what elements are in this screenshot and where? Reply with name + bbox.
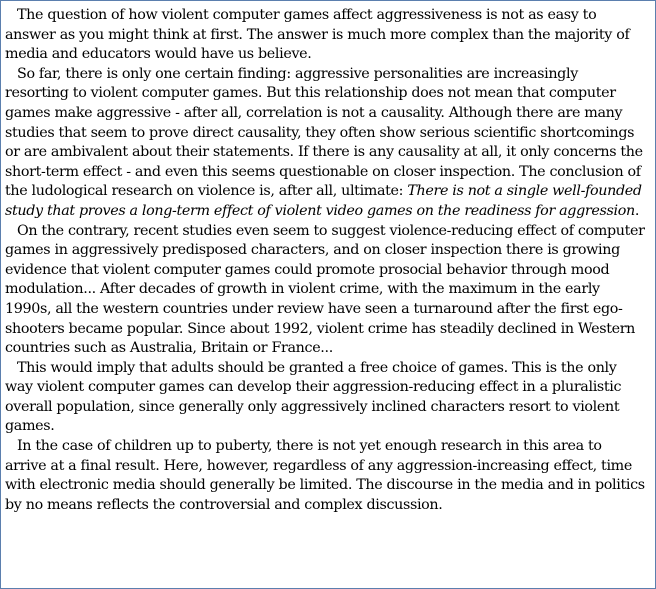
paragraph-4-text: This would imply that adults should be granted a free choice of games. This is the only way violent computer games can develop their aggression-reducing effect in a pluralistic overall population, since generally only aggressively inclined characters resort to violent games. <box>5 359 622 435</box>
paragraph-5-text: In the case of children up to puberty, there is not yet enough research in this area to arrive at a final result. Here, however, regardless of any aggression-increasing effect, time with electronic media should generally be limited. The discourse in the media and in politics by no means reflects the controversial and complex discussion. <box>5 438 645 513</box>
paragraph-3 <box>5 222 645 359</box>
paragraph-1 <box>5 6 645 65</box>
paragraph-2-italic-conclusion: There is not a single well-founded study that proves a long-term effect of violent video games on the readiness for aggression <box>5 183 642 219</box>
paragraph-2-text: So far, there is only one certain finding: aggressive personalities are increasingly resorting to violent computer games. But this relationship does not mean that computer games make aggressive - after all, correlation is not a causality. Although there are many studies that seem to prove direct causality, they often show serious scientific shortcomings or are ambivalent about their statements. If there is any causality at all, it only concerns the short-term effect - and even this seems questionable on closer inspection. The conclusion of the ludological research on violence is, after all, ultimate: <box>5 65 643 200</box>
paragraph-3-text: On the contrary, recent studies even seem to suggest violence-reducing effect of computer games in aggressively predisposed characters, and on closer inspection there is growing evidence that violent computer games could promote prosocial behavior through mood modulation... After decades of growth in violent crime, with the maximum in the early 1990s, all the western countries under review have seen a turnaround after the first ego- shooters became popular. Since about 1992, violent crime has steadily declined in Western countries such as Australia, Britain or France... <box>5 222 645 357</box>
paragraph-2-tail: . <box>634 202 640 219</box>
paragraph-5 <box>5 437 645 515</box>
article-text <box>5 6 645 515</box>
paragraph-2 <box>5 65 645 222</box>
paragraph-4 <box>5 359 645 437</box>
paragraph-1-text: The question of how violent computer games affect aggressiveness is not as easy to answer as you might think at first. The answer is much more complex than the majority of media and educators would have us believe. <box>5 7 630 63</box>
